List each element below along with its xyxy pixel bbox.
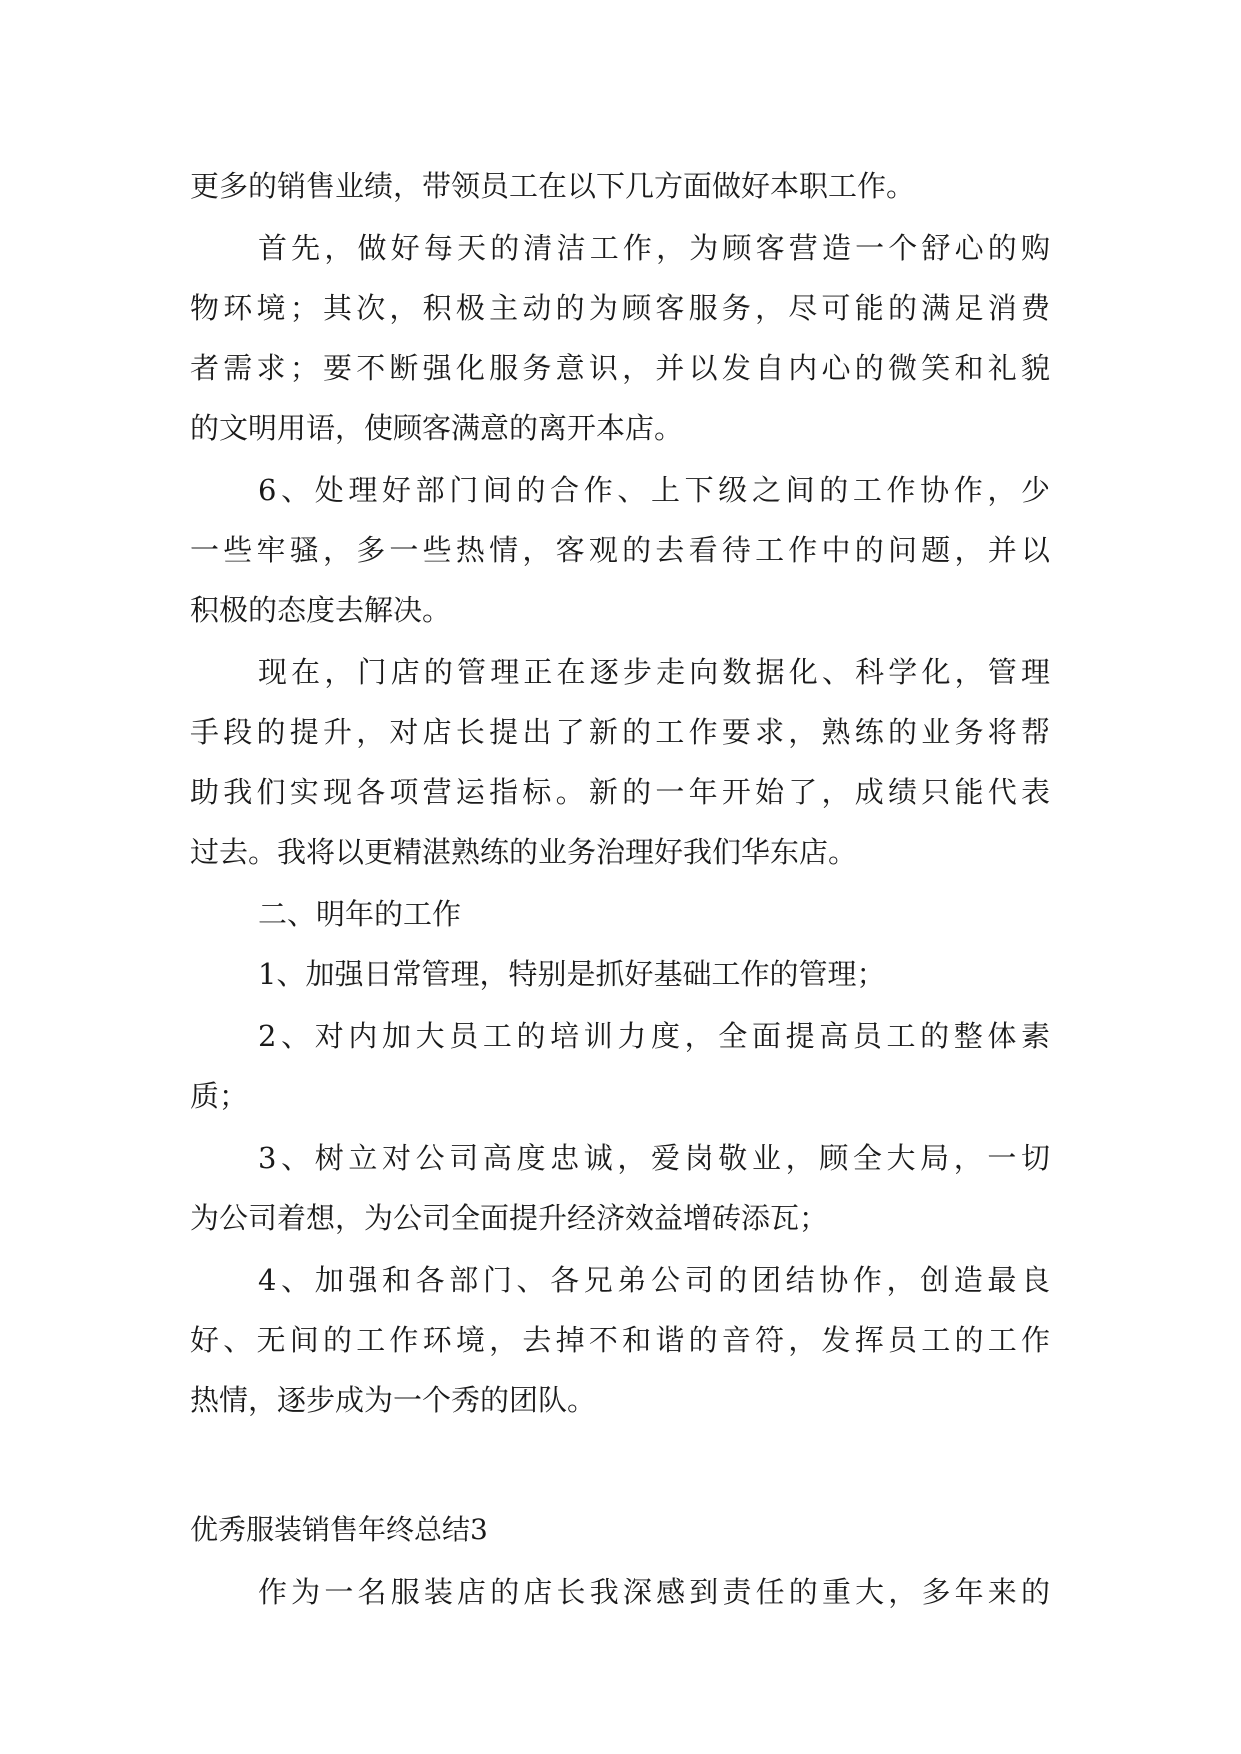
section-heading: 二、明年的工作 [258,897,462,931]
paragraph-line: 现在，门店的管理正在逐步走向数据化、科学化，管理 [258,655,1050,689]
list-item: 1、加强日常管理，特别是抓好基础工作的管理； [258,957,886,991]
paragraph-line: 手段的提升，对店长提出了新的工作要求，熟练的业务将帮 [190,715,1050,749]
paragraph-line: 物环境；其次，积极主动的为顾客服务，尽可能的满足消费 [190,291,1050,325]
section-title: 优秀服装销售年终总结3 [190,1513,488,1546]
list-item-continuation: 质； [190,1079,249,1113]
list-item: 4、加强和各部门、各兄弟公司的团结协作，创造最良 [258,1263,1050,1297]
paragraph-line: 一些牢骚，多一些热情，客观的去看待工作中的问题，并以 [190,533,1050,567]
paragraph-line: 的文明用语，使顾客满意的离开本店。 [190,411,684,445]
paragraph-line: 过去。我将以更精湛熟练的业务治理好我们华东店。 [190,835,858,869]
list-item-continuation: 为公司着想，为公司全面提升经济效益增砖添瓦； [190,1201,829,1235]
list-item-continuation: 热情，逐步成为一个秀的团队。 [190,1383,597,1417]
paragraph-line: 6、处理好部门间的合作、上下级之间的工作协作，少 [258,473,1050,507]
paragraph-line: 更多的销售业绩，带领员工在以下几方面做好本职工作。 [190,169,916,203]
paragraph-line: 首先，做好每天的清洁工作，为顾客营造一个舒心的购 [258,231,1050,265]
list-item: 3、树立对公司高度忠诚，爱岗敬业，顾全大局，一切 [258,1141,1050,1175]
paragraph-line: 助我们实现各项营运指标。新的一年开始了，成绩只能代表 [190,775,1050,809]
list-item-continuation: 好、无间的工作环境，去掉不和谐的音符，发挥员工的工作 [190,1323,1050,1357]
list-item: 2、对内加大员工的培训力度，全面提高员工的整体素 [258,1019,1050,1053]
paragraph-line: 者需求；要不断强化服务意识，并以发自内心的微笑和礼貌 [190,351,1050,385]
paragraph-line: 积极的态度去解决。 [190,593,452,627]
paragraph-line: 作为一名服装店的店长我深感到责任的重大，多年来的 [258,1575,1050,1609]
